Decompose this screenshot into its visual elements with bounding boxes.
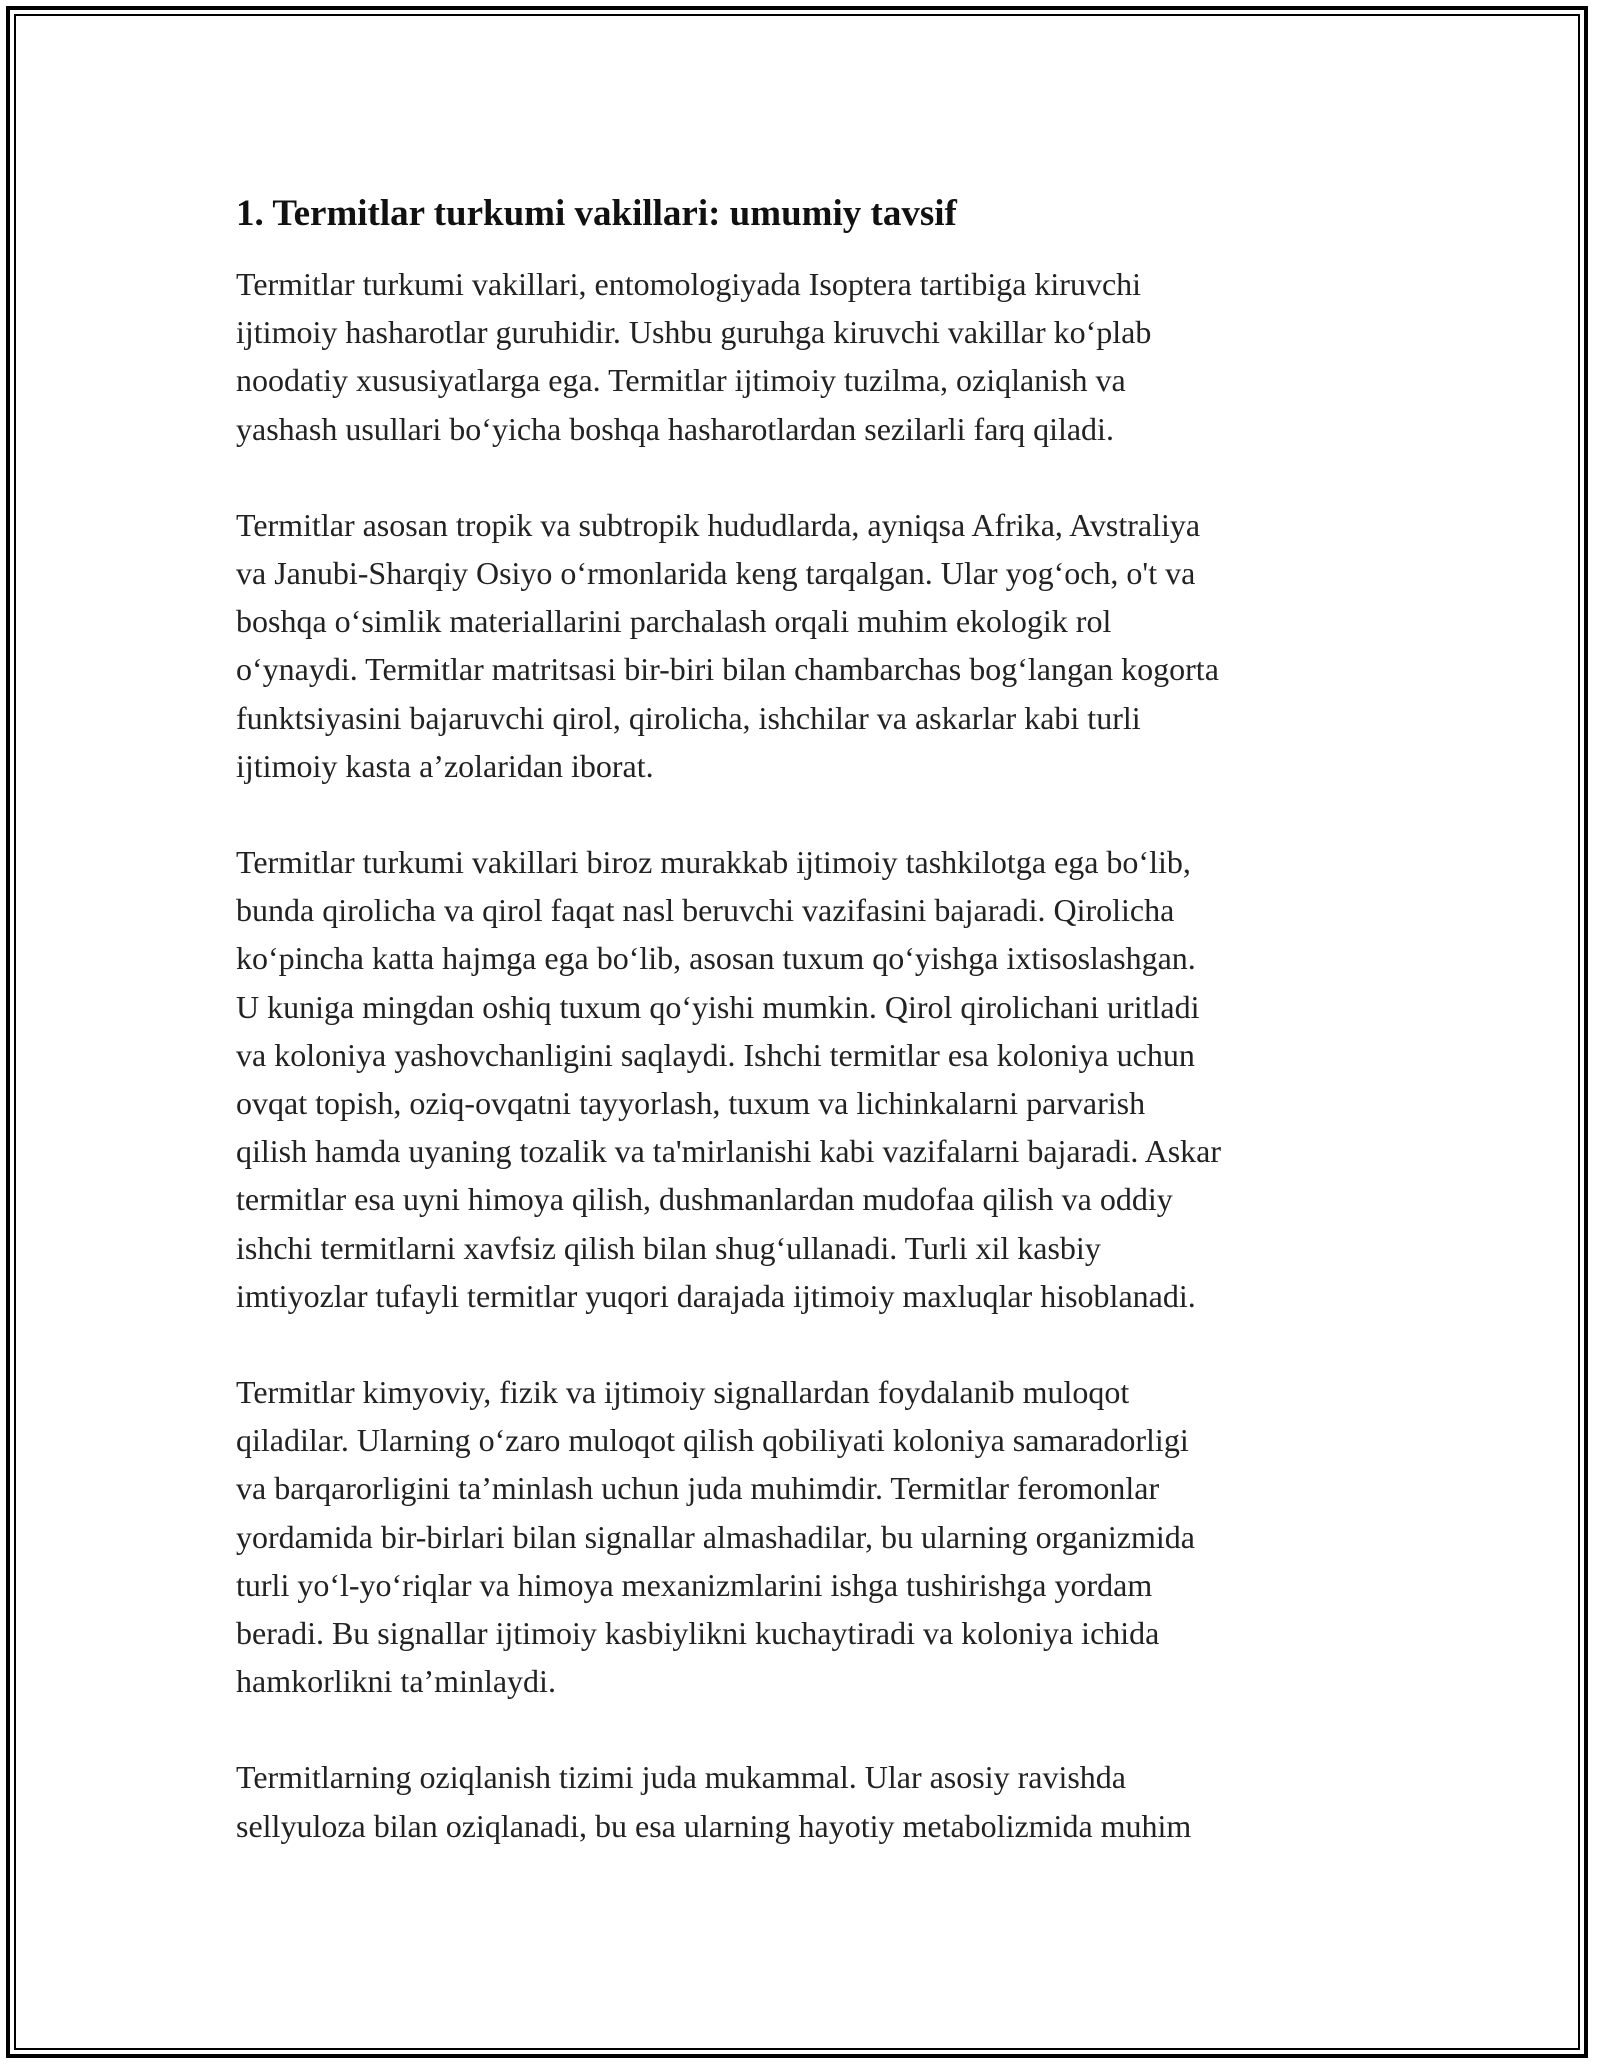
paragraph-1: Termitlar turkumi vakillari, entomologiyada Isoptera tartibiga kiruvchi ijtimoiy hasharotlar guruhidir. Ushbu guruhga kiruvchi vakillar ko‘plab noodatiy xususiyatlarga ega. Termitlar ijtimoiy tuzilma, oziqlanish va yashash usullari bo‘yicha boshqa hasharotlardan sezilarli farq qiladi.	[236, 266, 1152, 447]
paragraph-5: Termitlarning oziqlanish tizimi juda mukammal. Ular asosiy ravishda sellyuloza bilan oziqlanadi, bu esa ularning hayotiy metabolizmida muhim	[236, 1759, 1192, 1844]
paragraph-3: Termitlar turkumi vakillari biroz murakkab ijtimoiy tashkilotga ega bo‘lib, bunda qirolicha va qirol faqat nasl beruvchi vazifasini bajaradi. Qirolicha ko‘pincha katta hajmga ega bo‘lib, asosan tuxum qo‘yishga ixtisoslashgan. U kuniga mingdan oshiq tuxum qo‘yishi mumkin. Qirol qirolichani uritladi va koloniya yashovchanligini saqlaydi. Ishchi termitlar esa koloniya uchun ovqat topish, oziq-ovqatni tayyorlash, tuxum va lichinkalarni parvarish qilish hamda uyaning tozalik va ta'mirlanishi kabi vazifalarni bajaradi. Askar termitlar esa uyni himoya qilish, dushmanlardan mudofaa qilish va oddiy ishchi termitlarni xavfsiz qilish bilan shug‘ullanadi. Turli xil kasbiy imtiyozlar tufayli termitlar yuqori darajada ijtimoiy maxluqlar hisoblanadi.	[236, 844, 1222, 1314]
document-body	[236, 190, 1376, 1898]
paragraph-4: Termitlar kimyoviy, fizik va ijtimoiy signallardan foydalanib muloqot qiladilar. Ularning o‘zaro muloqot qilish qobiliyati koloniya samaradorligi va barqarorligini ta’minlash uchun juda muhimdir. Termitlar feromonlar yordamida bir-birlari bilan signallar almashadilar, bu ularning organizmida turli yo‘l-yo‘riqlar va himoya mexanizmlarini ishga tushirishga yordam beradi. Bu signallar ijtimoiy kasbiylikni kuchaytiradi va koloniya ichida hamkorlikni ta’minlaydi.	[236, 1374, 1195, 1700]
paragraph-2: Termitlar asosan tropik va subtropik hududlarda, ayniqsa Afrika, Avstraliya va Janubi-Sharqiy Osiyo o‘rmonlarida keng tarqalgan. Ular yog‘och, o't va boshqa o‘simlik materiallarini parchalash orqali muhim ekologik rol o‘ynaydi. Termitlar matritsasi bir-biri bilan chambarchas bog‘langan kogorta funktsiyasini bajaruvchi qirol, qirolicha, ishchilar va askarlar kabi turli ijtimoiy kasta a’zolaridan iborat.	[236, 506, 1219, 784]
page-title: 1. Termitlar turkumi vakillari: umumiy tavsif	[236, 193, 957, 234]
